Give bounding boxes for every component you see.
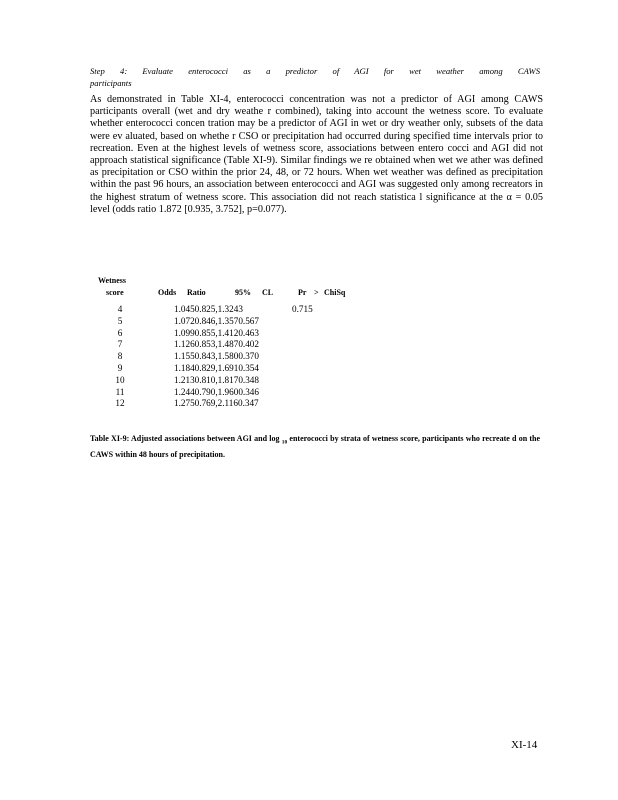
header-cl: CL [262, 288, 274, 297]
table-row [90, 316, 390, 328]
table-row [90, 387, 390, 399]
table-row [90, 351, 390, 363]
cell-values: 1.0450.825,1.3243 [174, 304, 243, 314]
step-heading-continuation: participants [90, 78, 132, 88]
table-row [90, 304, 390, 316]
cell-score: 6 [117, 327, 123, 338]
cell-score: 7 [117, 339, 123, 350]
table-body [90, 304, 390, 410]
header-ratio: Ratio [187, 288, 206, 297]
table-row [90, 339, 390, 351]
cell-pvalue: 0.715 [292, 304, 313, 314]
cell-score: 11 [115, 386, 125, 397]
caption-text-continued: enterococci by strata of wetness score, participants who recreate d on the CAWS within 48 hours of precipitation. [90, 434, 541, 460]
header-odds: Odds [158, 288, 177, 297]
cell-score: 8 [117, 351, 123, 362]
cell-values: 1.1840.829,1.6910.354 [174, 362, 259, 373]
cell-values: 1.2440.790,1.9600.346 [174, 386, 259, 397]
table-row [90, 363, 390, 375]
cell-values: 1.1550.843,1.5800.370 [174, 351, 259, 362]
table-row [90, 375, 390, 387]
table-header-wetness: Wetness [98, 276, 126, 285]
cell-values: 1.2130.810,1.8170.348 [174, 374, 259, 385]
body-paragraph: As demonstrated in Table XI-4, enterococci concentration was not a predictor of AGI among CAWS participants overall (wet and dry weathe r combined), taking into account the wetness score. To evaluate whether enterococci concen tration may be a predictor of AGI in wet or dry weather only, subsets of the data were ev aluated, based on whethe r CSO or precipitation had occurred during specified time intervals prior to recreation. Even at the highest levels of wetness score, associations between entero cocci and AGI did not approach statistical significance (Table XI-9). Similar findings we re obtained when wet we ather was defined as precipitation or CSO within the prior 24, 48, or 72 hours. When wet weather was defined as precipitation within the past 96 hours, an association between enterococci and AGI was suggested only among recreators in the highest stratum of wetness score. This association did not reach statistica l significance at the α = 0.05 level (odds ratio 1.872 [0.935, 3.752], p=0.077). [90, 94, 543, 215]
caption-subscript: 10 [281, 439, 288, 446]
table-row [90, 328, 390, 340]
header-pr: Pr [298, 288, 307, 297]
cell-score: 12 [115, 398, 125, 409]
header-score: score [106, 288, 124, 297]
cell-score: 9 [117, 362, 123, 373]
cell-values: 1.2750.769,2.1160.347 [174, 398, 259, 409]
cell-score: 5 [117, 315, 123, 326]
header-gt: > [314, 288, 319, 297]
table-row [90, 398, 390, 410]
cell-values: 1.0720.846,1.3570.567 [174, 315, 259, 326]
step-heading: Step 4: Evaluate enterococci as a predictor of AGI for wet weather among CAWS [90, 66, 540, 76]
cell-values: 1.1260.853,1.4870.402 [174, 339, 259, 350]
header-95: 95% [235, 288, 251, 297]
page-number: XI-14 [511, 739, 538, 751]
cell-score: 4 [117, 304, 123, 314]
table-caption [90, 433, 540, 461]
cell-values: 1.0990.855,1.4120.463 [174, 327, 259, 338]
caption-text: Table XI-9: Adjusted associations between AGI and log [90, 434, 280, 443]
header-chisq: ChiSq [324, 288, 346, 297]
cell-score: 10 [115, 374, 125, 385]
